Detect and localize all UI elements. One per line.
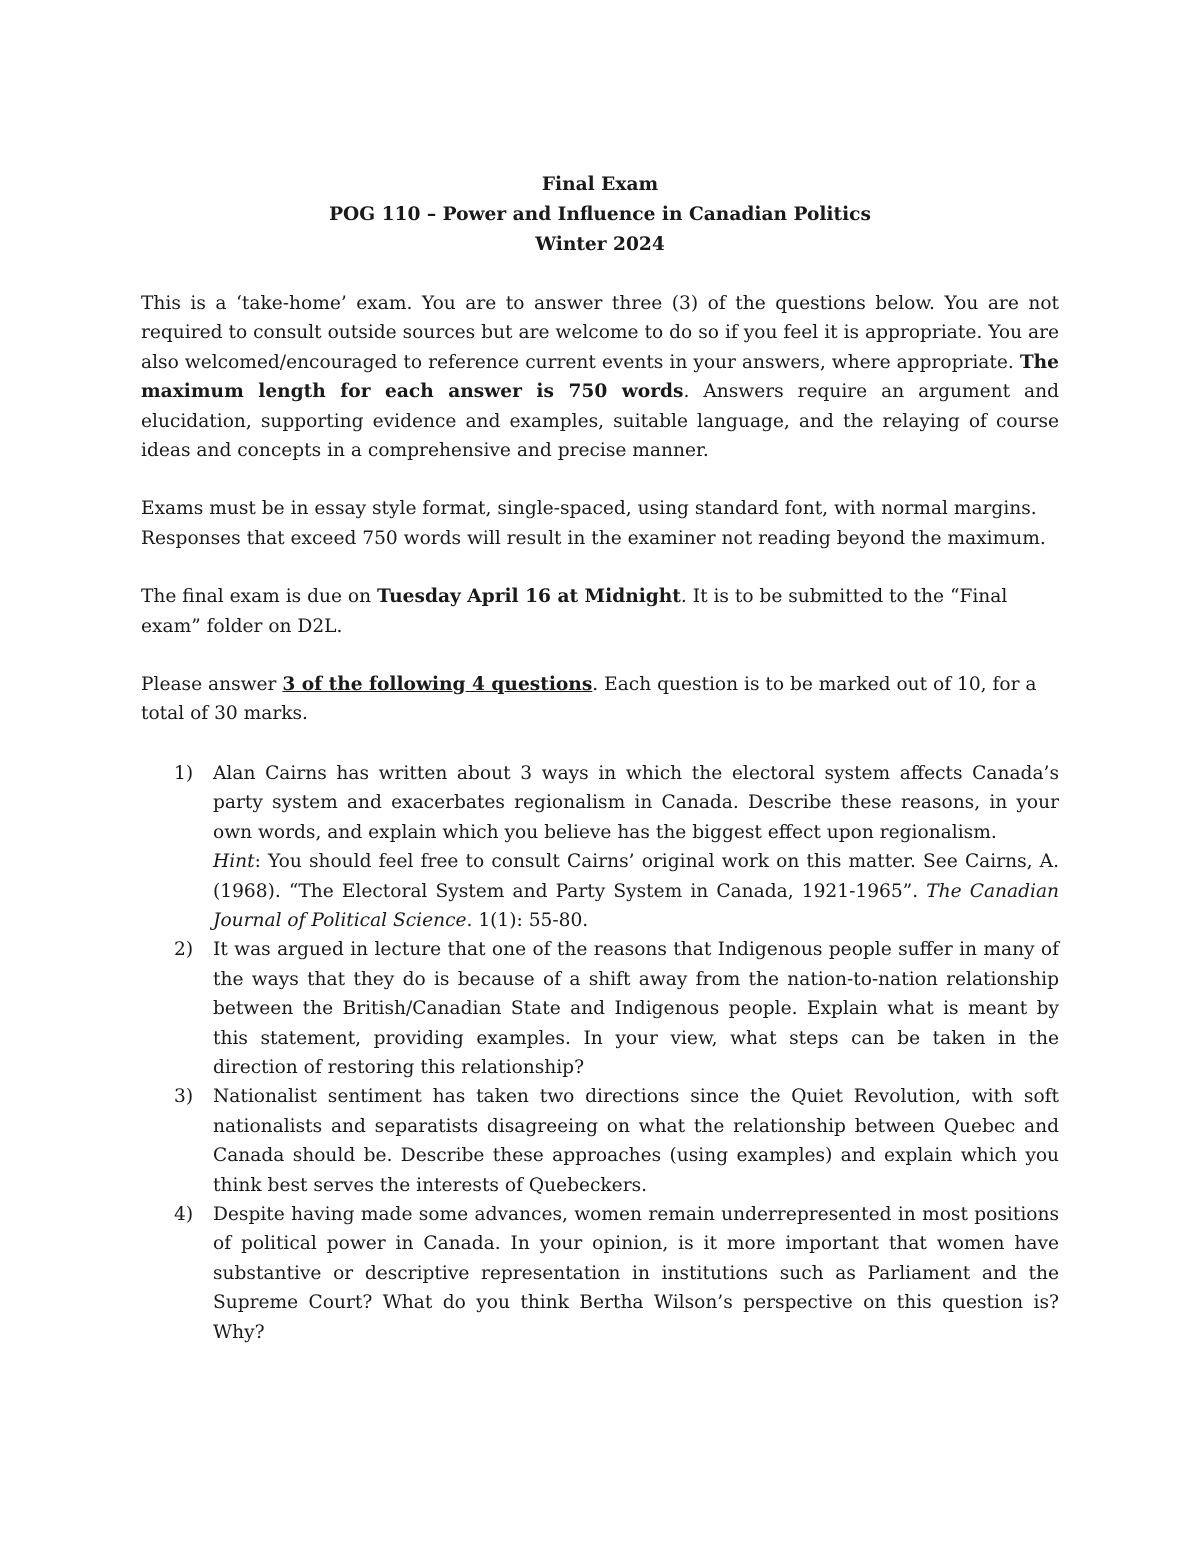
format-paragraph: Exams must be in essay style format, single-spaced, using standard font, with normal margins. Responses that exceed 750 words will result in the examiner not reading beyond the maximum. (141, 498, 1046, 549)
question-item (141, 759, 1059, 935)
due-text-end: . It is to be submitted to the “Final exam” folder on D2L. (141, 586, 1008, 637)
term-label: Winter 2024 (535, 234, 665, 255)
course-title: POG 110 – Power and Influence in Canadian Politics (329, 204, 871, 225)
question-item (141, 1200, 1059, 1347)
hint-end: . 1(1): 55-80. (466, 909, 589, 931)
question-text: Alan Cairns has written about 3 ways in which the electoral system affects Canada’s party system and exacerbates regionalism in Canada. Describe these reasons, in your own words, and explain which you believe has the biggest effect upon regionalism. (213, 762, 1059, 843)
question-number: 4) (174, 1203, 194, 1225)
question-number: 1) (174, 762, 194, 784)
question-number: 3) (174, 1086, 194, 1108)
exam-document (141, 170, 1059, 1347)
hint-label: Hint (213, 851, 255, 873)
question-text: It was argued in lecture that one of the reasons that Indigenous people suffer in many of the ways that they do is because of a shift away from the nation-to-nation relationship between the British/Canadian State and Indigenous people. Explain what is meant by this statement, providing examples. In your view, what steps can be taken in the direction of restoring this relationship? (213, 939, 1059, 1078)
question-hint (213, 847, 1059, 935)
question-item (141, 1082, 1059, 1200)
exam-title: Final Exam (541, 174, 659, 195)
instructions-paragraph (141, 670, 1059, 729)
question-text: Despite having made some advances, women remain underrepresented in most positions of political power in Canada. In your opinion, is it more important that women have substantive or descriptive representation in institutions such as Parliament and the Supreme Court? What do you think Bertha Wilson’s perspective on this question is? Why? (213, 1203, 1059, 1343)
instructions-text: Please answer (141, 674, 283, 696)
instructions-text-end: . Each question is to be marked out of 10, for a total of 30 marks. (141, 674, 1037, 725)
hint-text: : You should feel free to consult Cairns’ original work on this matter. See Cairns, A. (1968). “The Electoral System and Party System in Canada, 1921-1965”. (213, 851, 1059, 902)
due-paragraph (141, 582, 1059, 641)
hint-journal: The Canadian Journal of Political Science (213, 880, 1059, 931)
intro-paragraph (141, 289, 1059, 465)
instructions-count: 3 of the following 4 questions (282, 674, 593, 696)
due-text: The final exam is due on (141, 586, 377, 608)
exam-header (141, 170, 1059, 260)
intro-text-end: . Answers require an argument and elucidation, supporting evidence and examples, suitable language, and the relaying of course ideas and concepts in a comprehensive and precise manner. (141, 381, 1060, 462)
question-text: Nationalist sentiment has taken two directions since the Quiet Revolution, with soft nationalists and separatists disagreeing on what the relationship between Quebec and Canada should be. Describe these approaches (using examples) and explain which you think best serves the interests of Quebeckers. (213, 1086, 1059, 1196)
question-number: 2) (174, 939, 194, 961)
due-date: Tuesday April 16 at Midnight (377, 586, 681, 608)
intro-text: This is a ‘take-home’ exam. You are to answer three (3) of the questions below. You are not required to consult outside sources but are welcome to do so if you feel it is appropriate. You are also welcomed/encouraged to reference current events in your answers, where appropriate. (141, 293, 1059, 373)
question-list (141, 759, 1059, 1347)
intro-word-limit: The maximum length for each answer is 750 words (141, 351, 1059, 403)
question-item (141, 935, 1059, 1082)
